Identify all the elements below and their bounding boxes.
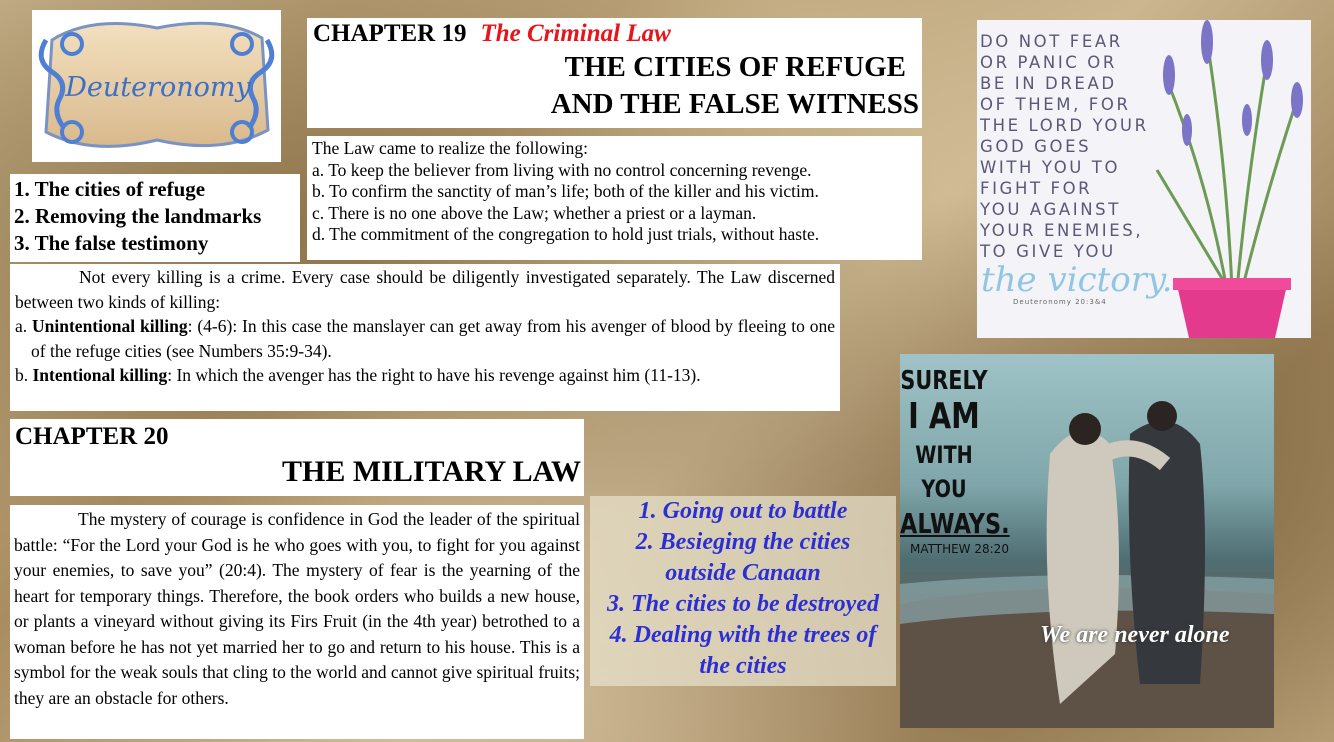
verse-image-surely-i-am-with-you xyxy=(900,354,1274,728)
outline-item: 1. Going out to battle xyxy=(638,498,848,524)
surely-text-block xyxy=(900,366,1010,542)
item-prefix: a. xyxy=(15,316,33,336)
chapter-20-title: THE MILITARY LAW xyxy=(282,455,581,488)
law-purposes-box xyxy=(307,136,922,260)
outline-item: outside Canaan xyxy=(665,560,821,586)
outline-item: 1. The cities of refuge xyxy=(14,177,206,201)
lavender-pot-icon xyxy=(1147,20,1311,338)
verse-line: TO GIVE YOU xyxy=(980,242,1116,261)
outline-item: 3. The false testimony xyxy=(14,231,209,255)
killing-paragraph xyxy=(10,264,840,411)
verse-line: FIGHT FOR xyxy=(980,179,1093,198)
law-item: a. To keep the believer from living with no control concerning revenge. xyxy=(312,159,812,180)
item-text: : In which the avenger has the right to have his revenge against him (11-13). xyxy=(167,365,701,385)
chapter-19-subtitle: The Criminal Law xyxy=(480,20,671,47)
scroll-banner-icon xyxy=(32,10,281,162)
chapter-19-title-line1: THE CITIES OF REFUGE xyxy=(564,51,906,83)
outline-item: the cities xyxy=(699,653,787,679)
law-item: d. The commitment of the congregation to hold just trials, without haste. xyxy=(312,224,820,244)
verse-line: YOU AGAINST xyxy=(980,200,1121,219)
killing-item-a xyxy=(15,314,835,363)
chapter-19-outline xyxy=(10,174,300,262)
item-prefix: b. xyxy=(15,365,33,385)
chapter-20-outline xyxy=(590,496,896,686)
chapter-19-title-line2: AND THE FALSE WITNESS xyxy=(550,88,919,120)
logo-text: Deuteronomy xyxy=(65,72,251,103)
courage-text: The mystery of courage is confidence in God the leader of the spiritual battle: “For the Lord your God is he who goes with you, to fight for you against your enemies, to save you” (20:4). The mystery of fear is the yearning of the heart for temporary things. Therefore, the book orders who builds a new house, or plants a vineyard without giving its Firs Fruit (in the 4th year) betrothed to a woman before he has not yet married her to go and return to his house. This is a symbol for the weak souls that cling to the world and cannot give spiritual fruits; they are an obstacle for others. xyxy=(14,509,580,708)
chapter-20-label: CHAPTER 20 xyxy=(15,423,169,450)
surely-reference: MATTHEW 28:20 xyxy=(910,542,1009,556)
verse-line: GOD GOES xyxy=(980,137,1092,156)
chapter-19-label: CHAPTER 19 xyxy=(313,20,467,47)
verse-image-do-not-fear xyxy=(977,20,1311,338)
killing-item-b xyxy=(15,363,835,388)
courage-paragraph xyxy=(10,505,584,739)
surely-line4: ALWAYS. xyxy=(900,507,1010,540)
law-item: c. There is no one above the Law; whether a priest or a layman. xyxy=(312,202,757,223)
verse-line: WITH YOU TO xyxy=(980,158,1121,177)
outline-item: 3. The cities to be destroyed xyxy=(607,591,879,617)
verse-line: OF THEM, FOR xyxy=(980,95,1131,114)
outline-item: 2. Besieging the cities xyxy=(635,529,851,555)
surely-line2: I AM xyxy=(908,396,980,437)
outline-item: 4. Dealing with the trees of xyxy=(609,622,877,648)
surely-line1: SURELY xyxy=(900,366,988,396)
verse-line: YOUR ENEMIES, xyxy=(980,221,1144,240)
killing-intro: Not every killing is a crime. Every case should be diligently investigated separately. The Law discerned between two kinds of killing: xyxy=(15,267,835,312)
item-term: Unintentional killing xyxy=(32,316,188,336)
item-term: Intentional killing xyxy=(32,365,168,385)
surely-line3: WITH YOU xyxy=(915,441,973,503)
verse-line: DO NOT FEAR xyxy=(980,32,1123,51)
verse-line: OR PANIC OR xyxy=(980,53,1117,72)
verse-text xyxy=(980,31,1152,262)
verse-line: BE IN DREAD xyxy=(980,74,1117,93)
outline-item: 2. Removing the landmarks xyxy=(14,204,262,228)
chapter-20-header xyxy=(10,419,584,496)
law-intro: The Law came to realize the following: xyxy=(312,138,588,158)
chapter-19-header xyxy=(307,18,922,128)
verse-line: THE LORD YOUR xyxy=(980,116,1149,135)
item-text: : (4-6): In this case the manslayer can get away from his avenger of blood by fleeing to one of the refuge cities (see Numbers 35:9-34). xyxy=(31,316,835,361)
deuteronomy-logo xyxy=(32,10,281,162)
verse-reference: Deuteronomy 20:3&4 xyxy=(1013,298,1107,306)
chapter-19-label-line xyxy=(313,20,671,48)
law-item: b. To confirm the sanctity of man’s life; both of the killer and his victim. xyxy=(312,181,819,201)
never-alone-caption: We are never alone xyxy=(1040,622,1230,648)
victory-script: the victory. xyxy=(981,260,1173,300)
